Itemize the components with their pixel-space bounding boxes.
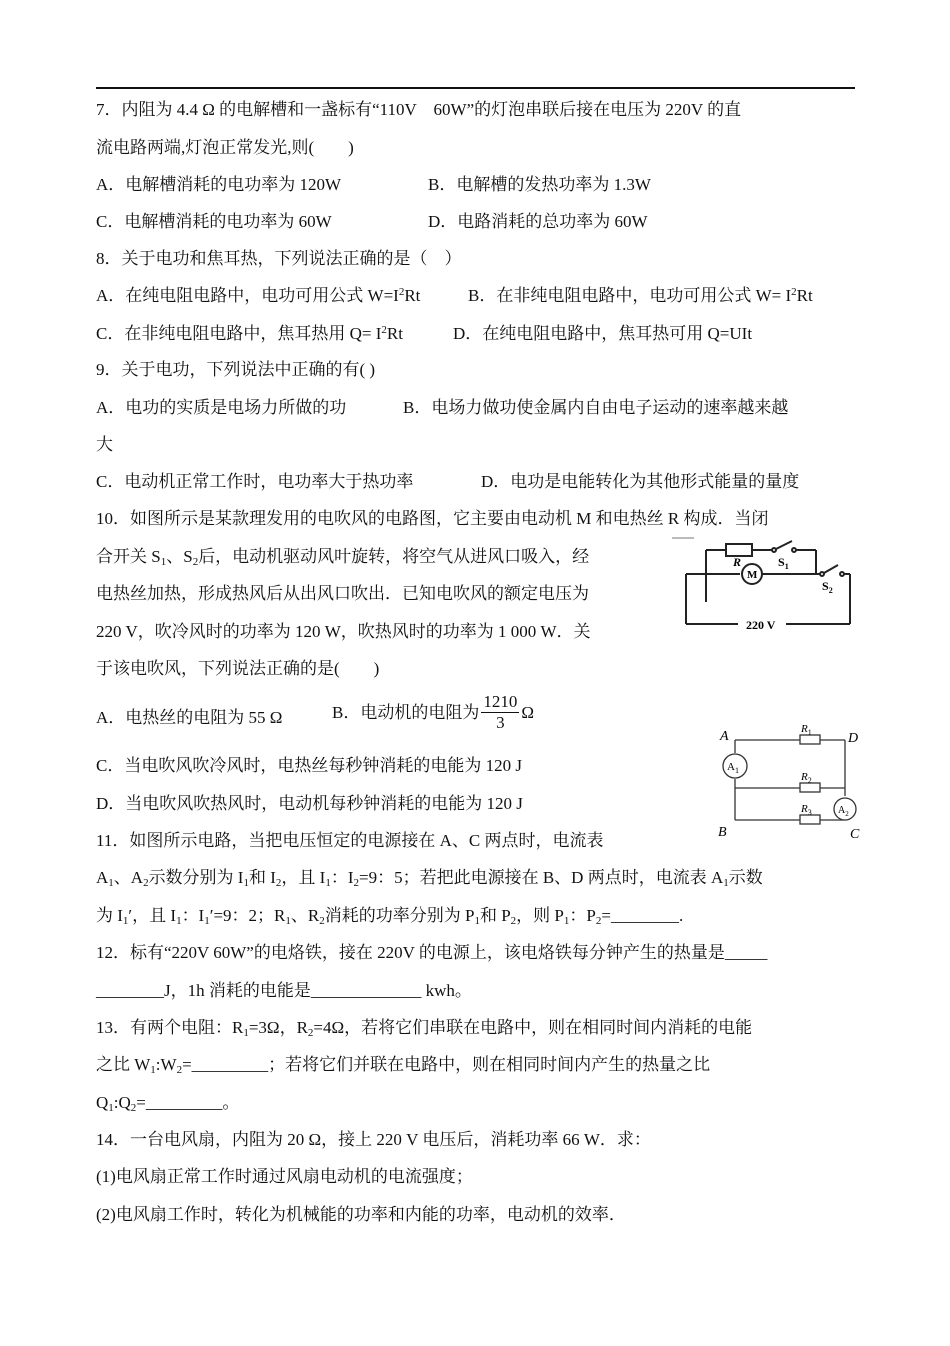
q10-stem-line3: 电热丝加热，形成热风后从出风口吹出．已知电吹风的额定电压为 <box>96 584 589 603</box>
q8-options-ab <box>96 284 856 308</box>
q9-option-d: D．电功是电能转化为其他形式能量的量度 <box>481 472 800 491</box>
q8-stem: 8．关于电功和焦耳热，下列说法正确的是（ ） <box>96 249 462 268</box>
fig2-r2-label: $R_2$ <box>801 771 812 785</box>
q9-options-ab <box>96 396 856 420</box>
q7-stem-line1: 7．内阻为 4.4 Ω 的电解槽和一盏标有“110V 60W”的灯泡串联后接在电压为 220V 的直 <box>96 100 742 119</box>
q10-stem-line2: 合开关 $S_1$、$S_2$后，电动机驱动风叶旋转，将空气从进风口吸入，经 <box>96 547 590 568</box>
q11-stem-line1: 11．如图所示电路，当把电压恒定的电源接在 A、C 两点时，电流表 <box>96 831 604 850</box>
q7-options-cd <box>96 210 856 234</box>
q9-option-c: C．电动机正常工作时，电功率大于热功率 <box>96 472 414 491</box>
fig1-label-s2: $S_2$ <box>822 579 833 595</box>
fig2-node-a: A <box>720 729 729 744</box>
q12-stem-line1: 12．标有“220V 60W”的电烙铁，接在 220V 的电源上，该电烙铁每分钟产生的热量是_____ <box>96 943 768 962</box>
q8-option-c: C．在非纯电阻电路中，焦耳热用 $Q= I^2Rt$ <box>96 324 403 343</box>
q10-fraction: $\frac{1210}{3}$ <box>483 692 518 732</box>
hair-dryer-circuit-figure <box>672 530 862 640</box>
q14-part2: (2)电风扇工作时，转化为机械能的功率和内能的功率，电动机的效率． <box>96 1205 626 1224</box>
q9-option-b: B．电场力做功使金属内自由电子运动的速率越来越 <box>403 398 789 417</box>
q11-stem-line3: 为 $I_1'$，且 $I_1$：$I_1'=9$：2；$R_1$、$R_2$消耗的功率分别为 $P_1$和 $P_2$，则 $P_1$：$P_2=\_\_\_\_\_\_\_\_$. <box>96 906 684 927</box>
q10-stem-line4: 220 V，吹冷风时的功率为 120 W，吹热风时的功率为 1 000 W．关 <box>96 622 591 641</box>
fig1-motor-label: M <box>747 569 758 581</box>
fig1-label-r: R <box>733 555 742 569</box>
fig2-ammeter-a2-label: $A_2$ <box>838 805 849 818</box>
q10-option-c: C．当电吹风吹冷风时，电热丝每秒钟消耗的电能为 120 J <box>96 756 522 775</box>
q14-stem: 14．一台电风扇，内阻为 20 Ω，接上 220 V 电压后，消耗功率 66 W．求： <box>96 1130 651 1149</box>
q13-stem-line3: $Q_1:Q_2=\_\_\_\_\_\_\_\_\_$。 <box>96 1093 240 1114</box>
q8-options-cd <box>96 322 856 346</box>
q7-option-c: C．电解槽消耗的电功率为 60W <box>96 212 332 231</box>
fig1-label-s1: $S_1$ <box>778 555 789 571</box>
fig2-node-d: D <box>848 731 859 746</box>
q7-option-d: D．电路消耗的总功率为 60W <box>428 212 648 231</box>
q13-stem-line2: 之比 $W_1:W_2=\_\_\_\_\_\_\_\_\_$；若将它们并联在电路中，则在相同时间内产生的热量之比 <box>96 1055 711 1076</box>
q14-part1: (1)电风扇正常工作时通过风扇电动机的电流强度； <box>96 1167 473 1186</box>
q8-option-a: A．在纯电阻电路中，电功可用公式 $W=I^2Rt$ <box>96 286 421 305</box>
q13-stem-line1: 13．有两个电阻：$R_1=3\Omega$，$R_2=4\Omega$，若将它们串联在电路中，则在相同时间内消耗的电能 <box>96 1018 753 1039</box>
q7-option-b: B．电解槽的发热功率为 1.3W <box>428 175 651 194</box>
q8-option-b: B．在非纯电阻电路中，电功可用公式 $W= I^2Rt$ <box>468 286 813 305</box>
header-rule <box>96 87 855 89</box>
q11-stem-line2: $A_1$、$A_2$示数分别为 $I_1$和 $I_2$，且 $I_1$：$I_2=9$：5；若把此电源接在 B、D 两点时，电流表 $A_1$示数 <box>96 868 763 889</box>
q8-option-d: D．在纯电阻电路中，焦耳热可用 Q=UIt <box>453 324 753 343</box>
fig2-node-b: B <box>718 825 727 840</box>
q10-stem-line1: 10．如图所示是某款理发用的电吹风的电路图，它主要由电动机 M 和电热丝 R 构成．当闭 <box>96 509 769 528</box>
fig2-r3-label: $R_3$ <box>801 803 812 817</box>
resistor-network-figure <box>710 720 865 850</box>
q10-option-b: B．电动机的电阻为 $\frac{1210}{3}$ Ω <box>332 692 534 732</box>
q10-option-d: D．当电吹风吹热风时，电动机每秒钟消耗的电能为 120 J <box>96 794 523 813</box>
q9-options-cd <box>96 470 856 494</box>
q7-option-a: A．电解槽消耗的电功率为 120W <box>96 175 342 194</box>
q9-option-b-cont: 大 <box>96 435 113 454</box>
fig2-node-c: C <box>850 827 860 842</box>
q10-stem-line5: 于该电吹风，下列说法正确的是( ) <box>96 659 380 678</box>
q10-option-a: A．电热丝的电阻为 55 Ω <box>96 708 283 727</box>
fig2-r1-label: $R_1$ <box>801 723 812 737</box>
q7-stem-line2: 流电路两端,灯泡正常发光,则( ) <box>96 138 354 157</box>
fig1-voltage-label: 220 V <box>746 618 776 632</box>
fig2-ammeter-a1-label: $A_1$ <box>727 761 739 775</box>
q12-stem-line2: ________J，1h 消耗的电能是_____________ kwh。 <box>96 981 472 1000</box>
q7-options-ab <box>96 173 856 197</box>
q9-stem: 9．关于电功，下列说法中正确的有( ) <box>96 360 376 379</box>
q9-option-a: A．电功的实质是电场力所做的功 <box>96 398 347 417</box>
